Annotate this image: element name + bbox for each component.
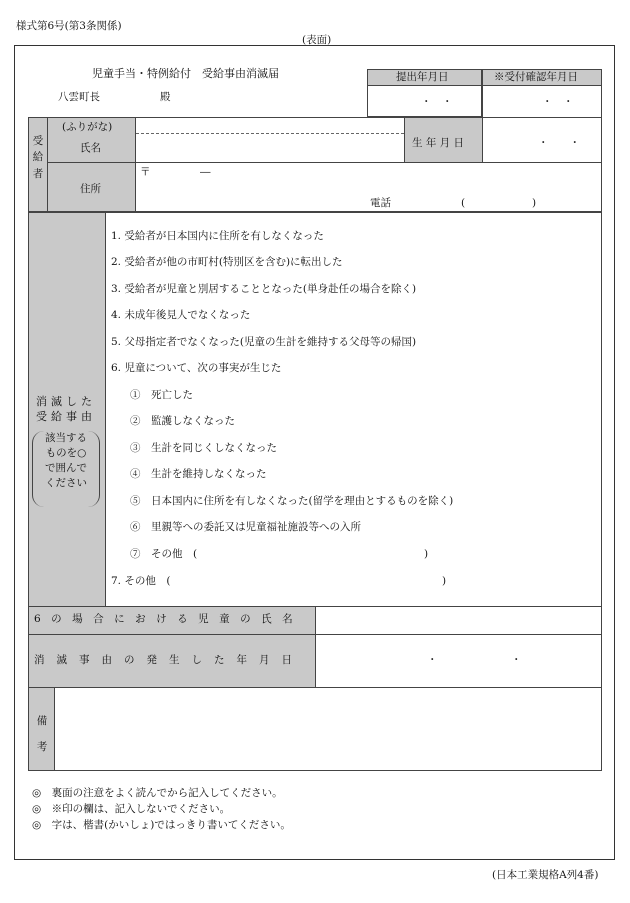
reasons-section [28,212,602,607]
form-title: 児童手当・特例給付 受給事由消滅届 [92,67,279,80]
footer-standard: (日本工業規格A列4番) [492,869,599,881]
remarks-field[interactable] [55,688,601,770]
reasons-title-line1: 消滅した [36,395,96,408]
phone-open: ( [461,197,466,209]
addressee-honorific: 殿 [160,91,171,103]
reason-item-6[interactable]: 6. 児童について、次の事実が生じた [111,362,282,374]
name-label: 氏名 [80,142,101,154]
occurrence-date-placeholder: ・ ・ [427,654,522,666]
reason-item-3[interactable]: 3. 受給者が児童と別居することとなった(単身赴任の場合を除く) [111,283,417,295]
note-1: ◎ 裏面の注意をよく読んでから記入してください。 [32,787,283,799]
reason-item-7[interactable]: 7. その他 ( [111,575,171,587]
recipient-section-label: 受 給 者 [32,135,44,180]
name-field[interactable] [136,134,404,162]
birthdate-field[interactable] [483,118,601,162]
postal-mark: 〒 [140,166,151,178]
occurrence-date-field[interactable] [316,635,601,687]
reason-sub-item-7[interactable]: ⑦ その他 ( [130,548,198,560]
reason-sub-item-1[interactable]: ① 死亡した [130,389,193,401]
birthdate-placeholder: ・ ・ [538,137,580,149]
furigana-label: (ふりがな) [62,121,113,133]
reason-sub-item-7-close: ) [424,548,429,560]
postal-dash: ― [200,166,211,178]
side-label: (表面) [302,34,332,46]
reason-sub-item-5[interactable]: ⑤ 日本国内に住所を有しなくなった(留学を理由とするものを除く) [130,495,454,507]
reason-sub-item-2[interactable]: ② 監護しなくなった [130,415,235,427]
address-field[interactable] [136,163,601,211]
receipt-date-placeholder: ・ ・ [542,96,574,108]
reason-sub-item-6[interactable]: ⑥ 里親等への委託又は児童福祉施設等への入所 [130,521,361,533]
reason-item-7-close: ) [442,575,447,587]
receipt-date-header-text: ※受付確認年月日 [494,71,578,83]
remarks-label: 備 考 [36,715,48,753]
submission-date-header-text: 提出年月日 [396,71,449,83]
furigana-field[interactable] [136,118,404,133]
reasons-instruction: 該当する ものを○ で囲んで ください [32,431,100,507]
addressee-town: 八雲町長 [58,91,100,103]
phone-close: ) [532,197,537,209]
reason-item-4[interactable]: 4. 未成年後見人でなくなった [111,309,251,321]
child-name-field[interactable] [316,607,601,634]
note-2: ◎ ※印の欄は、記入しないでください。 [32,803,231,815]
reason-item-5[interactable]: 5. 父母指定者でなくなった(児童の生計を維持する父母等の帰国) [111,336,417,348]
reason-sub-item-4[interactable]: ④ 生計を維持しなくなった [130,468,267,480]
form-number: 様式第6号(第3条関係) [16,20,122,32]
phone-label: 電話 [370,197,391,209]
child-name-label: 6の場合における児童の氏名 [34,613,304,625]
reason-item-2[interactable]: 2. 受給者が他の市町村(特別区を含む)に転出した [111,256,343,268]
note-3: ◎ 字は、楷書(かいしょ)ではっきり書いてください。 [32,819,291,831]
birthdate-label: 生 年 月 日 [412,137,465,149]
occurrence-date-label: 消滅事由の発生した年月日 [34,654,304,666]
address-label: 住所 [80,183,101,195]
reason-sub-item-3[interactable]: ③ 生計を同じくしなくなった [130,442,277,454]
reason-item-1[interactable]: 1. 受給者が日本国内に住所を有しなくなった [111,230,324,242]
submission-date-placeholder: ・ ・ [421,96,453,108]
reasons-title-line2: 受給事由 [36,410,96,423]
